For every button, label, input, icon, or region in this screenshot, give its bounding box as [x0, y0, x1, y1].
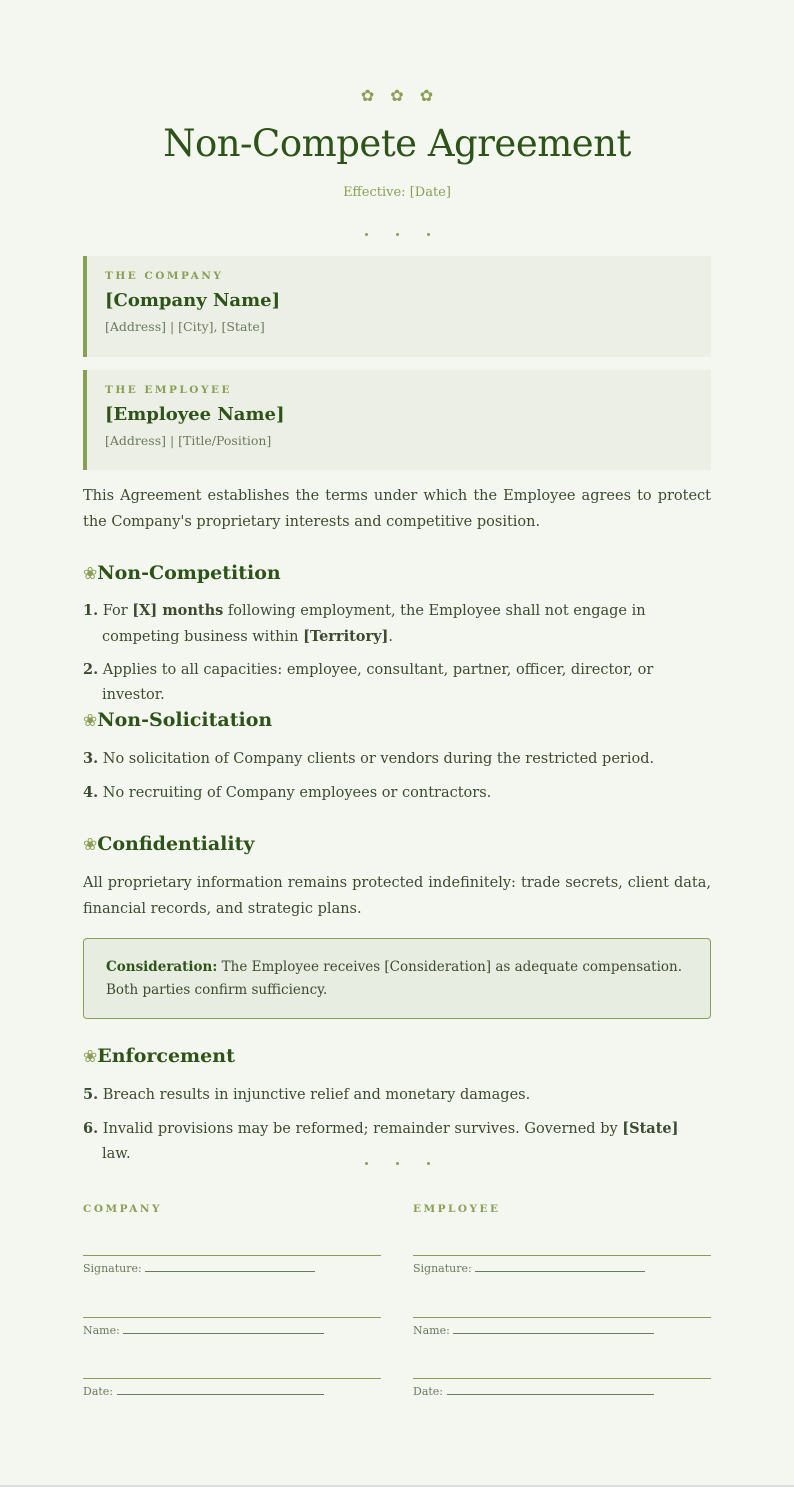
clause-3: 3. No solicitation of Company clients or vendors during the restricted period. [83, 750, 655, 767]
employee-details: [Address] | [Title/Position] [105, 433, 272, 448]
consideration-text: The Employee receives [Consideration] as adequate compensation. Both parties confirm sufficiency. [106, 959, 683, 998]
clause-5: 5. Breach results in injunctive relief and monetary damages. [83, 1086, 531, 1103]
party-label: THE EMPLOYEE [105, 384, 232, 396]
date-field[interactable]: Date: [83, 1385, 324, 1398]
consideration-box [83, 938, 711, 1019]
name-field[interactable]: Name: [413, 1324, 654, 1337]
clause-1: 1. For [X] months following employment, the Employee shall not engage in competing business within [Territory]. [83, 602, 646, 645]
signature-line[interactable] [83, 1255, 381, 1256]
clause-6: 6. Invalid provisions may be reformed; remainder survives. Governed by [State] law. [83, 1120, 679, 1162]
clause-4: 4. No recruiting of Company employees or contractors. [83, 784, 492, 801]
consideration-label: Consideration: [106, 959, 218, 975]
section-heading-non-solicitation: ❀Non-Solicitation [83, 709, 273, 731]
name-field[interactable]: Name: [83, 1324, 324, 1337]
signature-field[interactable]: Signature: [83, 1262, 315, 1275]
company-signature-block [83, 1203, 381, 1398]
divider-dots [83, 229, 711, 239]
flower-icon: ✿ [360, 86, 375, 105]
flower-icon: ✿ [390, 86, 404, 105]
signature-party-label: COMPANY [83, 1203, 162, 1215]
company-name: [Company Name] [105, 290, 281, 311]
flower-icon: ❀ [83, 835, 98, 855]
intro-paragraph: This Agreement establishes the terms under which the Employee agrees to protect the Company's proprietary interests and competitive position. [83, 488, 711, 530]
section-heading-enforcement: ❀Enforcement [83, 1045, 235, 1067]
flower-icon: ✿ [419, 86, 434, 105]
confidentiality-paragraph: All proprietary information remains protected indefinitely: trade secrets, client data, financial records, and strategic plans. [83, 875, 711, 917]
signature-field[interactable]: Signature: [413, 1262, 645, 1275]
employee-signature-block [413, 1203, 711, 1398]
section-heading-non-competition: ❀Non-Competition [83, 562, 281, 584]
date-line[interactable] [83, 1378, 381, 1379]
signature-party-label: EMPLOYEE [413, 1203, 501, 1215]
flower-icon: ❀ [83, 1047, 98, 1067]
flower-icon: ❀ [83, 564, 98, 584]
name-line[interactable] [83, 1317, 381, 1318]
clause-2: 2. Applies to all capacities: employee, consultant, partner, officer, director, or investor. [83, 661, 654, 703]
header-ornament [83, 86, 711, 105]
employee-name: [Employee Name] [105, 404, 285, 425]
company-party-card [83, 256, 711, 357]
date-line[interactable] [413, 1378, 711, 1379]
party-label: THE COMPANY [105, 270, 224, 282]
employee-party-card [83, 370, 711, 470]
divider-dots [83, 1158, 711, 1168]
section-heading-confidentiality: ❀Confidentiality [83, 833, 255, 855]
signature-line[interactable] [413, 1255, 711, 1256]
date-field[interactable]: Date: [413, 1385, 654, 1398]
name-line[interactable] [413, 1317, 711, 1318]
effective-date: Effective: [Date] [343, 185, 451, 200]
page-title: Non-Compete Agreement [163, 122, 631, 165]
company-details: [Address] | [City], [State] [105, 319, 265, 334]
flower-icon: ❀ [83, 711, 98, 731]
